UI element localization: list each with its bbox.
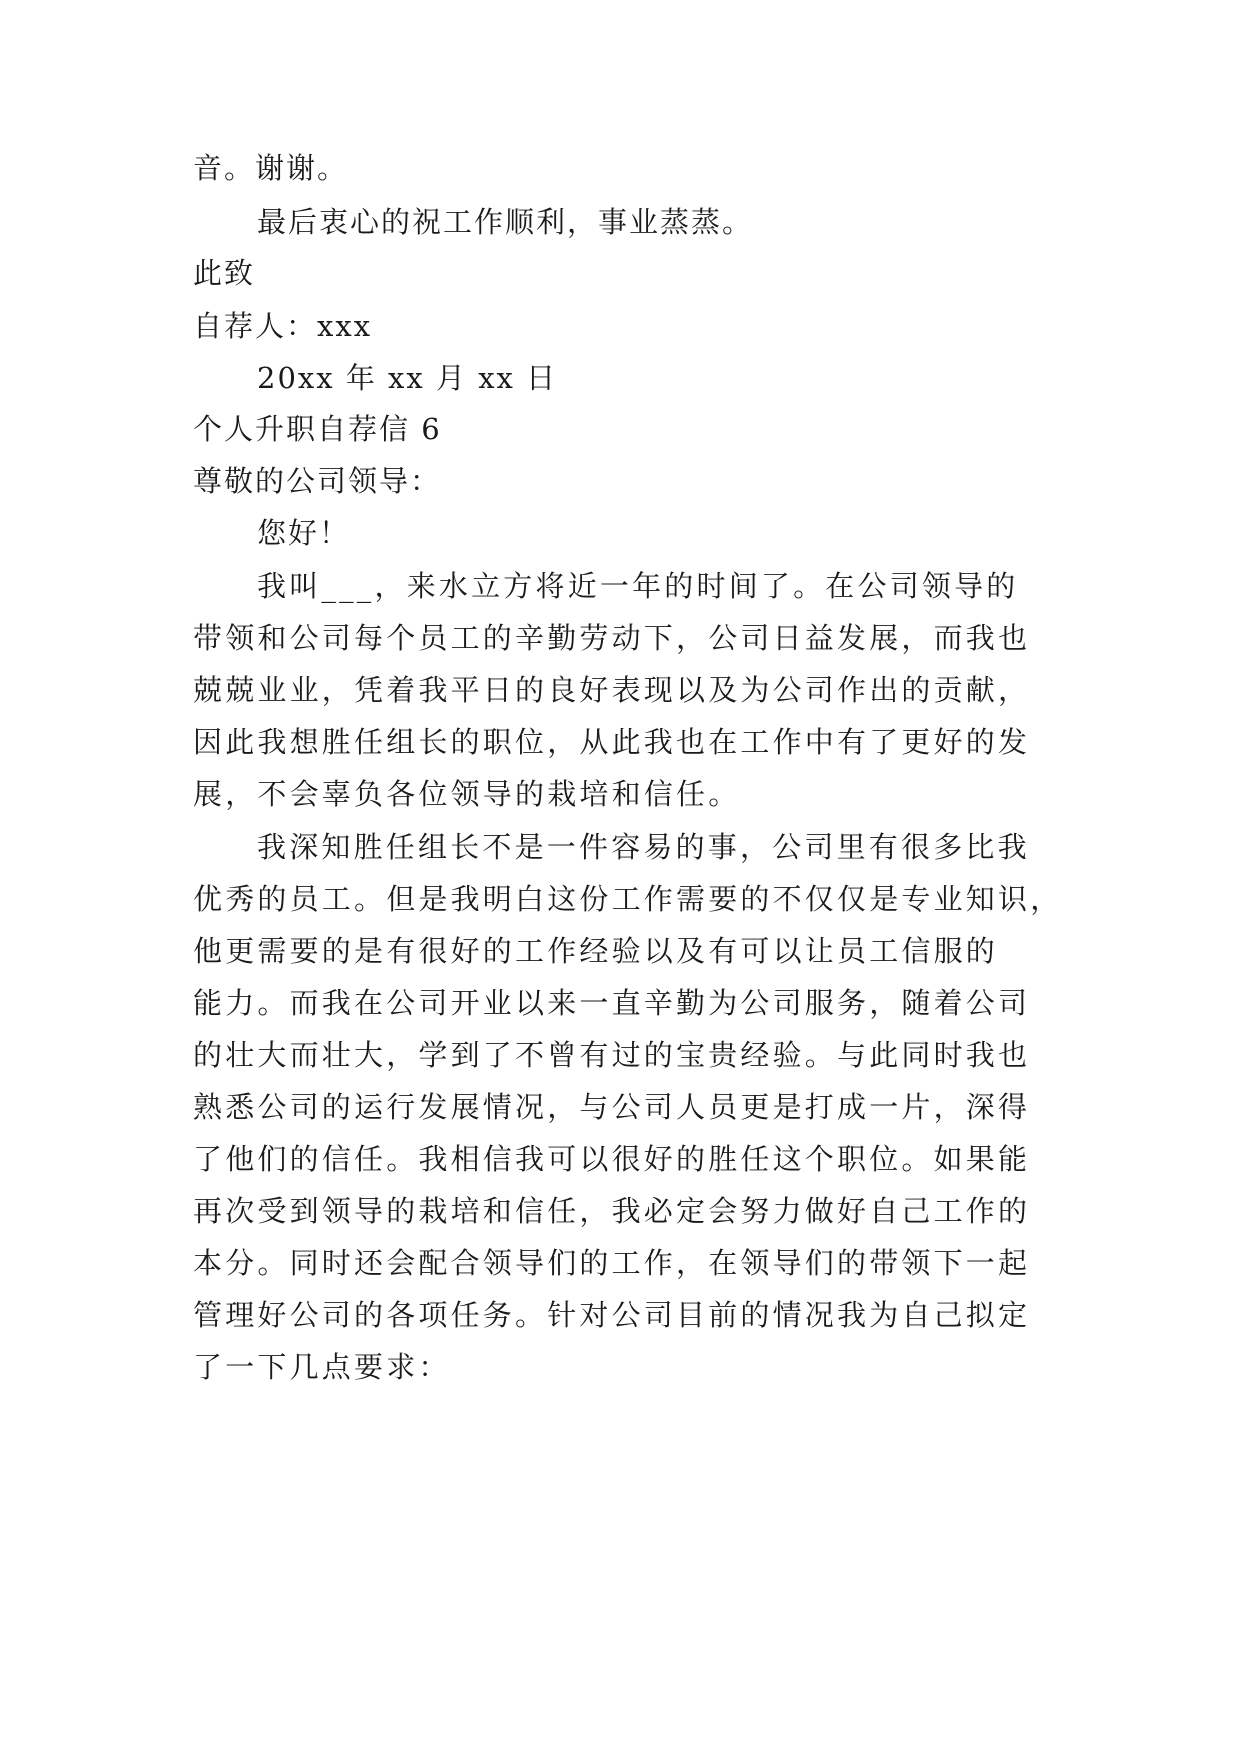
text-line-addressee: 尊敬的公司领导： [193,464,442,498]
text-line-signature: 自荐人：xxx [193,309,373,343]
paragraph-2-line-11: 了一下几点要求： [193,1350,451,1384]
text-line-salutation-close: 此致 [193,256,256,290]
section-heading: 个人升职自荐信 6 [193,412,442,446]
text-line-closing-fragment: 音。谢谢。 [193,151,349,185]
paragraph-2-line-4: 能力。而我在公司开业以来一直辛勤为公司服务，随着公司 [193,986,1031,1020]
paragraph-1-line-3: 兢兢业业，凭着我平日的良好表现以及为公司作出的贡献， [193,673,1031,707]
paragraph-2-line-1: 我深知胜任组长不是一件容易的事，公司里有很多比我 [257,830,1030,864]
paragraph-2-line-9: 本分。同时还会配合领导们的工作，在领导们的带领下一起 [193,1246,1031,1280]
text-line-greeting: 您好！ [257,516,351,550]
paragraph-1-line-4: 因此我想胜任组长的职位，从此我也在工作中有了更好的发 [193,725,1031,759]
paragraph-2-line-10: 管理好公司的各项任务。针对公司目前的情况我为自己拟定 [193,1298,1031,1332]
paragraph-2-line-7: 了他们的信任。我相信我可以很好的胜任这个职位。如果能 [193,1142,1031,1176]
paragraph-2-line-6: 熟悉公司的运行发展情况，与公司人员更是打成一片，深得 [193,1090,1031,1124]
paragraph-1-line-1: 我叫___，来水立方将近一年的时间了。在公司领导的 [257,569,1019,603]
paragraph-1-line-5: 展，不会辜负各位领导的栽培和信任。 [193,777,741,811]
paragraph-1-line-2: 带领和公司每个员工的辛勤劳动下，公司日益发展，而我也 [193,621,1031,655]
paragraph-2-line-5: 的壮大而壮大，学到了不曾有过的宝贵经验。与此同时我也 [193,1038,1031,1072]
text-line-date: 20xx 年 xx 月 xx 日 [257,361,558,395]
paragraph-2-line-2: 优秀的员工。但是我明白这份工作需要的不仅仅是专业知识， [193,882,1063,916]
paragraph-2-line-3: 他更需要的是有很好的工作经验以及有可以让员工信服的 [193,934,999,968]
paragraph-2-line-8: 再次受到领导的栽培和信任，我必定会努力做好自己工作的 [193,1194,1031,1228]
text-line-wishes: 最后衷心的祝工作顺利，事业蒸蒸。 [257,205,754,239]
